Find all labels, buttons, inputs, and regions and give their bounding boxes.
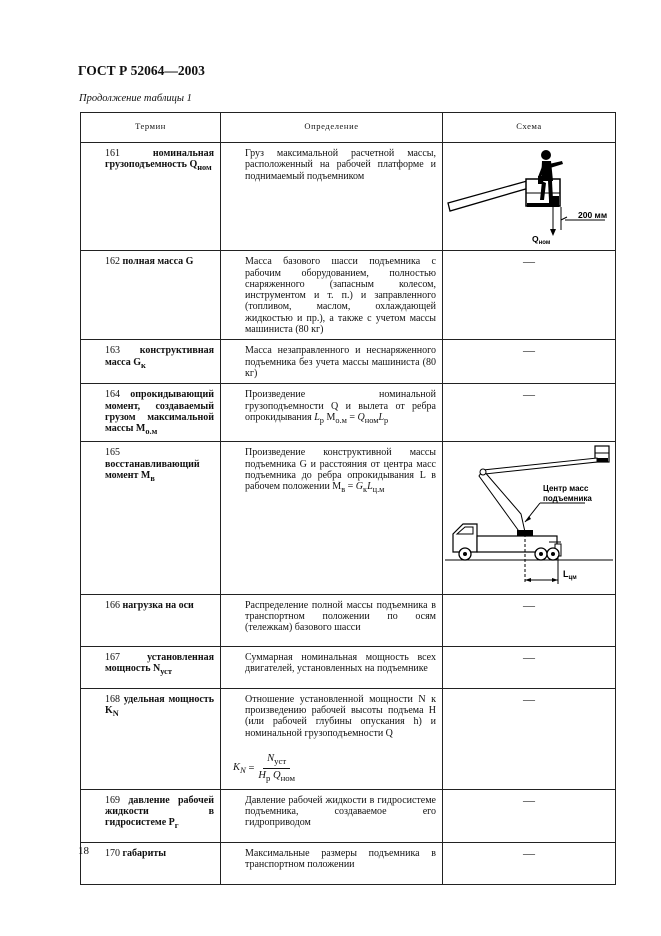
term-cell: 164 опрокидывающий момент, создаваемый грузом максимальной массы $M_{о.м}$ bbox=[81, 384, 221, 442]
schema-cell: — bbox=[443, 384, 616, 442]
definition-cell: Распределение полной массы подъемника в транспортном положении по осям (тележкам) базового шасси bbox=[221, 594, 443, 646]
schema-cell bbox=[443, 442, 616, 594]
terms-table bbox=[80, 112, 616, 885]
column-header-term: Термин bbox=[81, 113, 221, 143]
schema-cell: — bbox=[443, 594, 616, 646]
definition-cell: Груз максимальной расчетной массы, расположенный на рабочей платформе и поднимаемый подъемником bbox=[221, 143, 443, 251]
schema-cell: — bbox=[443, 340, 616, 384]
definition-cell: Произведение номинальной грузоподъемности Q и вылета от ребра опрокидывания $L_р$ $M_{о.м} = Q_{ном}L_р$ bbox=[221, 384, 443, 442]
table-header-row bbox=[81, 113, 616, 143]
term-cell: 165 восстанавливающий момент $M_в$ bbox=[81, 442, 221, 594]
definition-cell: Масса базового шасси подъемника с рабочим оборудованием, полностью снаряженного (запасным колесом, инструментом и т. п.) и заправленного (топливом, маслом, охлаждающей жидкостью и пр.), а также с учетом массы машиниста (80 кг) bbox=[221, 251, 443, 340]
table-row bbox=[81, 688, 616, 789]
term-cell: 166 нагрузка на оси bbox=[81, 594, 221, 646]
svg-text:Qном: $Q_{ном}$ bbox=[532, 234, 551, 245]
svg-text:Центр масс: Центр масс bbox=[543, 484, 589, 494]
schema-cell: — bbox=[443, 842, 616, 884]
table-row bbox=[81, 251, 616, 340]
term-cell: 168 удельная мощность $K_N$ bbox=[81, 688, 221, 789]
table-row bbox=[81, 442, 616, 594]
table-row bbox=[81, 842, 616, 884]
term-cell: 167 установленная мощность $N_{уст}$ bbox=[81, 646, 221, 688]
schema-cell: — bbox=[443, 251, 616, 340]
definition-cell: Масса незаправленного и неснаряженного подъемника без учета массы машиниста (80 кг) bbox=[221, 340, 443, 384]
svg-text:Lцм: $L_{цм}$ bbox=[563, 569, 577, 582]
table-row bbox=[81, 594, 616, 646]
specific-power-formula: $K_N$ = $\frac{N_{уст}}{H_р Q_{ном}}$ bbox=[233, 752, 296, 784]
schema-cell: — bbox=[443, 789, 616, 842]
term-cell: 161 номинальная грузоподъемность $Q_{ном}$ bbox=[81, 143, 221, 251]
column-header-definition: Определение bbox=[221, 113, 443, 143]
table-row bbox=[81, 340, 616, 384]
boom-shape bbox=[448, 181, 529, 211]
term-cell: 162 полная масса G bbox=[81, 251, 221, 340]
table-row bbox=[81, 789, 616, 842]
definition-cell: Отношение установленной мощности N к произведению рабочей высоты подъема H (или рабочей глубины опускания h) и номинальной грузоподъемности Q $K_N$ = $\frac{N_{уст}}{H_р Q_{ном}}$ bbox=[221, 688, 443, 789]
page-number: 18 bbox=[78, 845, 89, 857]
definition-cell: Суммарная номинальная мощность всех двигателей, установленных на подъемнике bbox=[221, 646, 443, 688]
table-continuation: Продолжение таблицы 1 bbox=[79, 93, 192, 104]
term-cell: 170 габариты bbox=[81, 842, 221, 884]
dim-200-label: 200 мм bbox=[578, 210, 608, 220]
table-row bbox=[81, 384, 616, 442]
schema-cell: — bbox=[443, 646, 616, 688]
truck-diagram bbox=[445, 444, 613, 588]
standard-header: ГОСТ Р 52064—2003 bbox=[78, 63, 205, 78]
column-header-schema: Схема bbox=[443, 113, 616, 143]
definition-cell: Произведение конструктивной массы подъемника G и расстояния от центра масс подъемника до ребра опрокидывания L в рабочем положении $M_в = G_кL_{ц.м}$ bbox=[221, 442, 443, 594]
term-cell: 169 давление рабочей жидкости в гидросистеме $P_г$ bbox=[81, 789, 221, 842]
table-row bbox=[81, 646, 616, 688]
definition-cell: Максимальные размеры подъемника в транспортном положении bbox=[221, 842, 443, 884]
platform-load-diagram bbox=[445, 145, 613, 245]
term-cell: 163 конструктивная масса $G_к$ bbox=[81, 340, 221, 384]
definition-cell: Давление рабочей жидкости в гидросистеме подъемника, создаваемое его гидроприводом bbox=[221, 789, 443, 842]
svg-text:подъемника: подъемника bbox=[543, 494, 592, 504]
table-row bbox=[81, 143, 616, 251]
schema-cell bbox=[443, 143, 616, 251]
schema-cell: — bbox=[443, 688, 616, 789]
